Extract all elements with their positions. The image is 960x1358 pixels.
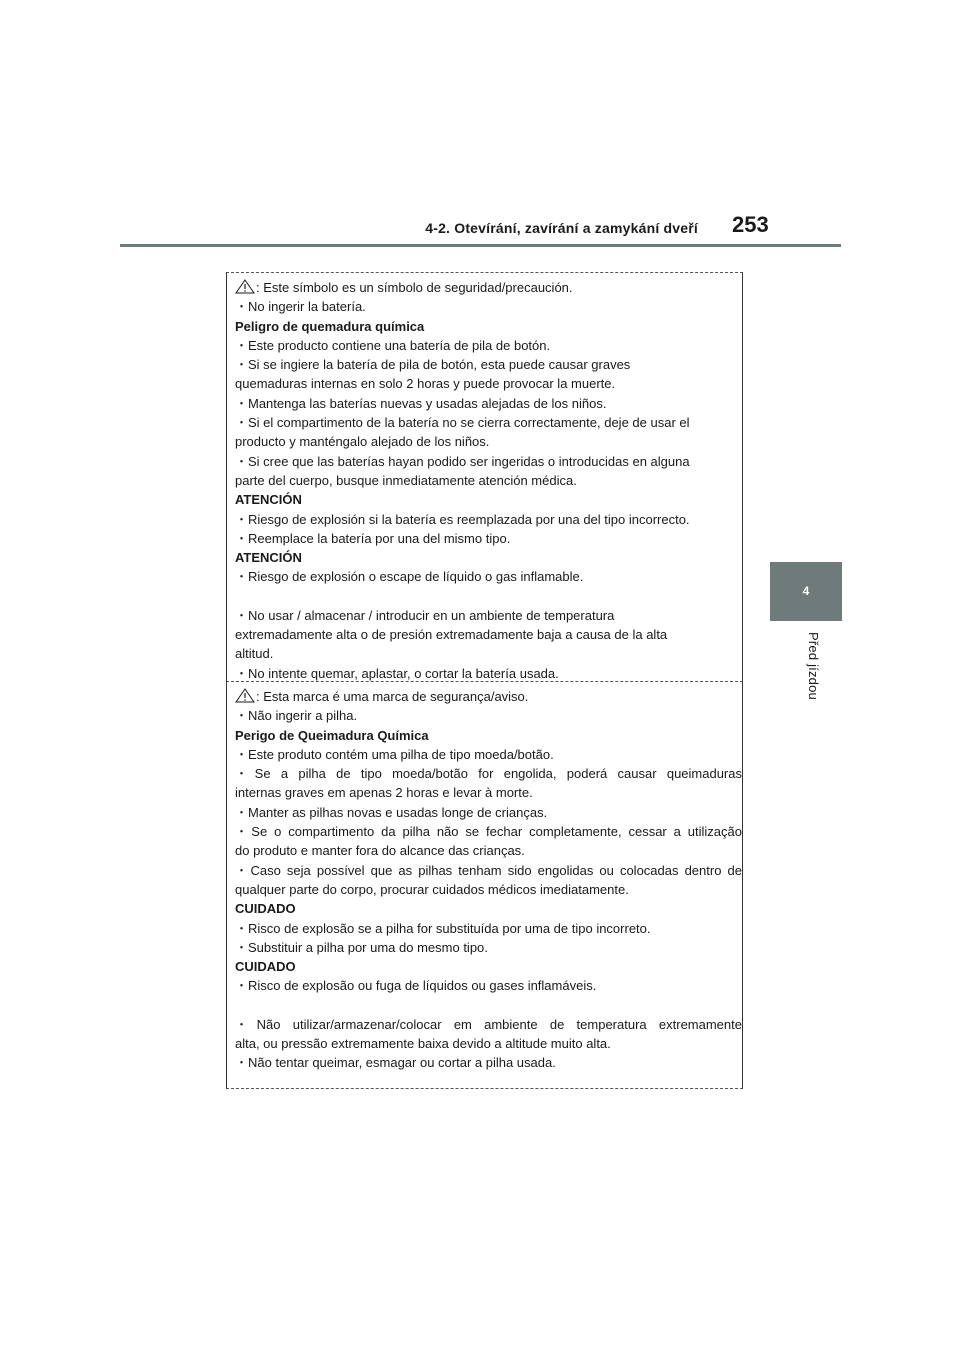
list-item: ・No intente quemar, aplastar, o cortar la batería usada. xyxy=(235,665,559,681)
portuguese-warning-box xyxy=(226,681,743,1089)
list-item: ・No ingerir la batería. xyxy=(235,299,366,315)
chapter-title: Před jízdou xyxy=(806,632,821,700)
list-item: ・Si se ingiere la batería de pila de botón, esta puede causar graves xyxy=(235,357,631,373)
list-item: ・No usar / almacenar / introducir en un ambiente de temperatura xyxy=(235,607,615,623)
subheading: ATENCIÓN xyxy=(235,550,302,566)
subheading: CUIDADO xyxy=(235,959,296,975)
list-item-continuation: producto y manténgalo alejado de los niños. xyxy=(235,434,490,450)
symbol-text: : Esta marca é uma marca de segurança/aviso. xyxy=(256,689,529,704)
spanish-warning-box xyxy=(226,272,743,682)
subheading: CUIDADO xyxy=(235,901,296,917)
symbol-line xyxy=(235,687,742,706)
list-item: ・Caso seja possível que as pilhas tenham sido engolidas ou colocadas dentro de xyxy=(235,862,742,878)
section-title: 4-2. Otevírání, zavírání a zamykání dveří xyxy=(425,220,698,236)
list-item-continuation: alta, ou pressão extremamente baixa devido a altitude muito alta. xyxy=(235,1036,611,1052)
subheading: ATENCIÓN xyxy=(235,492,302,508)
list-item: ・Riesgo de explosión si la batería es reemplazada por una del tipo incorrecto. xyxy=(235,511,690,527)
list-item-continuation: qualquer parte do corpo, procurar cuidados médicos imediatamente. xyxy=(235,881,629,897)
spacer xyxy=(235,996,742,1015)
header-rule xyxy=(120,244,841,247)
list-item: ・Este producto contiene una batería de pila de botón. xyxy=(235,337,551,353)
warning-triangle-icon xyxy=(235,279,255,294)
subheading: Peligro de quemadura química xyxy=(235,318,425,334)
list-item-continuation: altitud. xyxy=(235,646,274,662)
list-item-continuation: internas graves em apenas 2 horas e levar à morte. xyxy=(235,785,533,801)
list-item: ・Mantenga las baterías nuevas y usadas alejadas de los niños. xyxy=(235,395,607,411)
list-item: ・Risco de explosão se a pilha for substituída por uma de tipo incorreto. xyxy=(235,920,651,936)
list-item: ・Si cree que las baterías hayan podido ser ingeridas o introducidas en alguna xyxy=(235,453,690,469)
list-item: ・Si el compartimento de la batería no se cierra correctamente, deje de usar el xyxy=(235,415,690,431)
symbol-line xyxy=(235,278,742,297)
list-item: ・Não utilizar/armazenar/colocar em ambiente de temperatura extremamente xyxy=(235,1016,742,1032)
list-item-continuation: quemaduras internas en solo 2 horas y puede provocar la muerte. xyxy=(235,376,616,392)
chapter-tab xyxy=(770,562,842,621)
list-item: ・Não ingerir a pilha. xyxy=(235,708,358,724)
list-item: ・Reemplace la batería por una del mismo tipo. xyxy=(235,530,511,546)
page-number: 253 xyxy=(732,212,769,237)
list-item-continuation: do produto e manter fora do alcance das crianças. xyxy=(235,843,525,859)
warning-triangle-icon xyxy=(235,688,255,703)
list-item: ・Se a pilha de tipo moeda/botão for engolida, poderá causar queimaduras xyxy=(235,766,742,782)
subheading: Perigo de Queimadura Química xyxy=(235,727,429,743)
list-item: ・Substituir a pilha por uma do mesmo tipo. xyxy=(235,939,488,955)
list-item: ・Riesgo de explosión o escape de líquido o gas inflamable. xyxy=(235,569,584,585)
list-item: ・Este produto contém uma pilha de tipo moeda/botão. xyxy=(235,746,554,762)
spacer xyxy=(235,587,742,606)
list-item-continuation: parte del cuerpo, busque inmediatamente atención médica. xyxy=(235,472,577,488)
list-item: ・Não tentar queimar, esmagar ou cortar a pilha usada. xyxy=(235,1055,556,1071)
list-item: ・Risco de explosão ou fuga de líquidos ou gases inflamáveis. xyxy=(235,978,597,994)
chapter-number: 4 xyxy=(802,584,810,598)
list-item: ・Manter as pilhas novas e usadas longe de crianças. xyxy=(235,804,548,820)
symbol-text: : Este símbolo es un símbolo de seguridad/precaución. xyxy=(256,280,573,295)
list-item: ・Se o compartimento da pilha não se fechar completamente, cessar a utilização xyxy=(235,824,742,840)
list-item-continuation: extremadamente alta o de presión extremadamente baja a causa de la alta xyxy=(235,627,668,643)
